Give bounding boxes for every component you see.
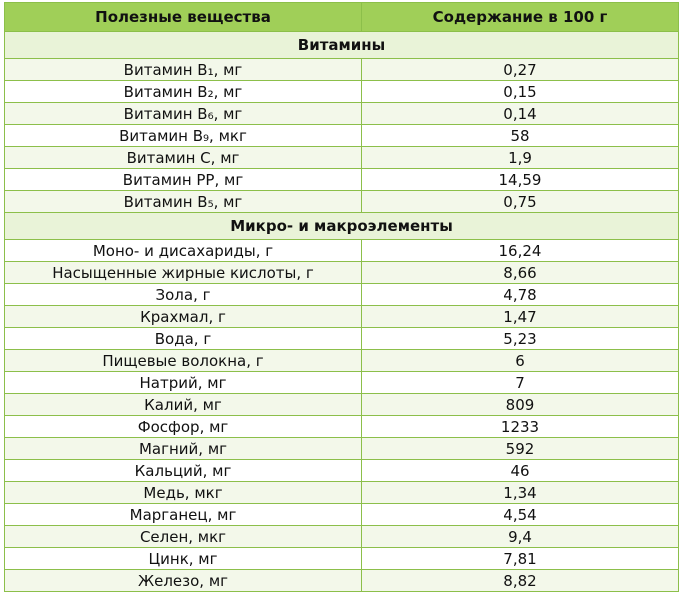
nutrient-value: 0,75 [362, 191, 679, 213]
nutrient-name: Витамин B₆, мг [5, 103, 362, 125]
nutrient-value: 7,81 [362, 548, 679, 570]
table-row [5, 240, 679, 262]
nutrient-name: Моно- и дисахариды, г [5, 240, 362, 262]
nutrient-value: 1,47 [362, 306, 679, 328]
table-row [5, 548, 679, 570]
nutrient-name: Медь, мкг [5, 482, 362, 504]
table-row [5, 394, 679, 416]
nutrient-name: Вода, г [5, 328, 362, 350]
nutrient-value: 5,23 [362, 328, 679, 350]
table-row [5, 125, 679, 147]
header-substances: Полезные вещества [5, 3, 362, 32]
nutrient-value: 46 [362, 460, 679, 482]
nutrient-name: Витамин B₉, мкг [5, 125, 362, 147]
nutrient-value: 1,34 [362, 482, 679, 504]
nutrient-name: Кальций, мг [5, 460, 362, 482]
nutrient-name: Фосфор, мг [5, 416, 362, 438]
nutrient-name: Цинк, мг [5, 548, 362, 570]
header-row [5, 3, 679, 32]
nutrient-name: Марганец, мг [5, 504, 362, 526]
table-row [5, 438, 679, 460]
nutrient-value: 14,59 [362, 169, 679, 191]
nutrient-name: Крахмал, г [5, 306, 362, 328]
nutrient-name: Калий, мг [5, 394, 362, 416]
table-row [5, 526, 679, 548]
nutrient-name: Железо, мг [5, 570, 362, 592]
nutrient-value: 4,78 [362, 284, 679, 306]
section-title-vitamins: Витамины [5, 32, 679, 59]
table-body [5, 32, 679, 592]
table-header [5, 3, 679, 32]
nutrient-value: 58 [362, 125, 679, 147]
nutrient-name: Селен, мкг [5, 526, 362, 548]
nutrient-name: Витамин B₂, мг [5, 81, 362, 103]
nutrient-value: 809 [362, 394, 679, 416]
table-row [5, 306, 679, 328]
nutrient-name: Витамин B₁, мг [5, 59, 362, 81]
nutrient-name: Витамин B₅, мг [5, 191, 362, 213]
table-row [5, 350, 679, 372]
nutrient-value: 8,66 [362, 262, 679, 284]
nutrient-name: Натрий, мг [5, 372, 362, 394]
nutrient-value: 7 [362, 372, 679, 394]
nutrient-value: 6 [362, 350, 679, 372]
nutrient-value: 1,9 [362, 147, 679, 169]
nutrient-name: Витамин C, мг [5, 147, 362, 169]
nutrient-name: Магний, мг [5, 438, 362, 460]
nutrient-value: 0,14 [362, 103, 679, 125]
table-row [5, 103, 679, 125]
section-row-minerals [5, 213, 679, 240]
table-row [5, 570, 679, 592]
table-row [5, 328, 679, 350]
table-row [5, 284, 679, 306]
nutrient-value: 4,54 [362, 504, 679, 526]
table-row [5, 262, 679, 284]
table-row [5, 460, 679, 482]
table-row [5, 147, 679, 169]
nutrient-value: 8,82 [362, 570, 679, 592]
nutrient-value: 9,4 [362, 526, 679, 548]
table-row [5, 504, 679, 526]
nutrient-value: 592 [362, 438, 679, 460]
header-content-per-100g: Содержание в 100 г [362, 3, 679, 32]
table-row [5, 169, 679, 191]
nutrient-value: 16,24 [362, 240, 679, 262]
nutrient-name: Пищевые волокна, г [5, 350, 362, 372]
table-row [5, 372, 679, 394]
table-row [5, 482, 679, 504]
table-row [5, 416, 679, 438]
nutrient-name: Зола, г [5, 284, 362, 306]
table-row [5, 59, 679, 81]
nutrient-value: 1233 [362, 416, 679, 438]
nutrition-table [4, 2, 679, 592]
section-row-vitamins [5, 32, 679, 59]
table-row [5, 191, 679, 213]
table-row [5, 81, 679, 103]
section-title-minerals: Микро- и макроэлементы [5, 213, 679, 240]
nutrient-value: 0,27 [362, 59, 679, 81]
nutrient-name: Насыщенные жирные кислоты, г [5, 262, 362, 284]
nutrient-name: Витамин PP, мг [5, 169, 362, 191]
nutrient-value: 0,15 [362, 81, 679, 103]
